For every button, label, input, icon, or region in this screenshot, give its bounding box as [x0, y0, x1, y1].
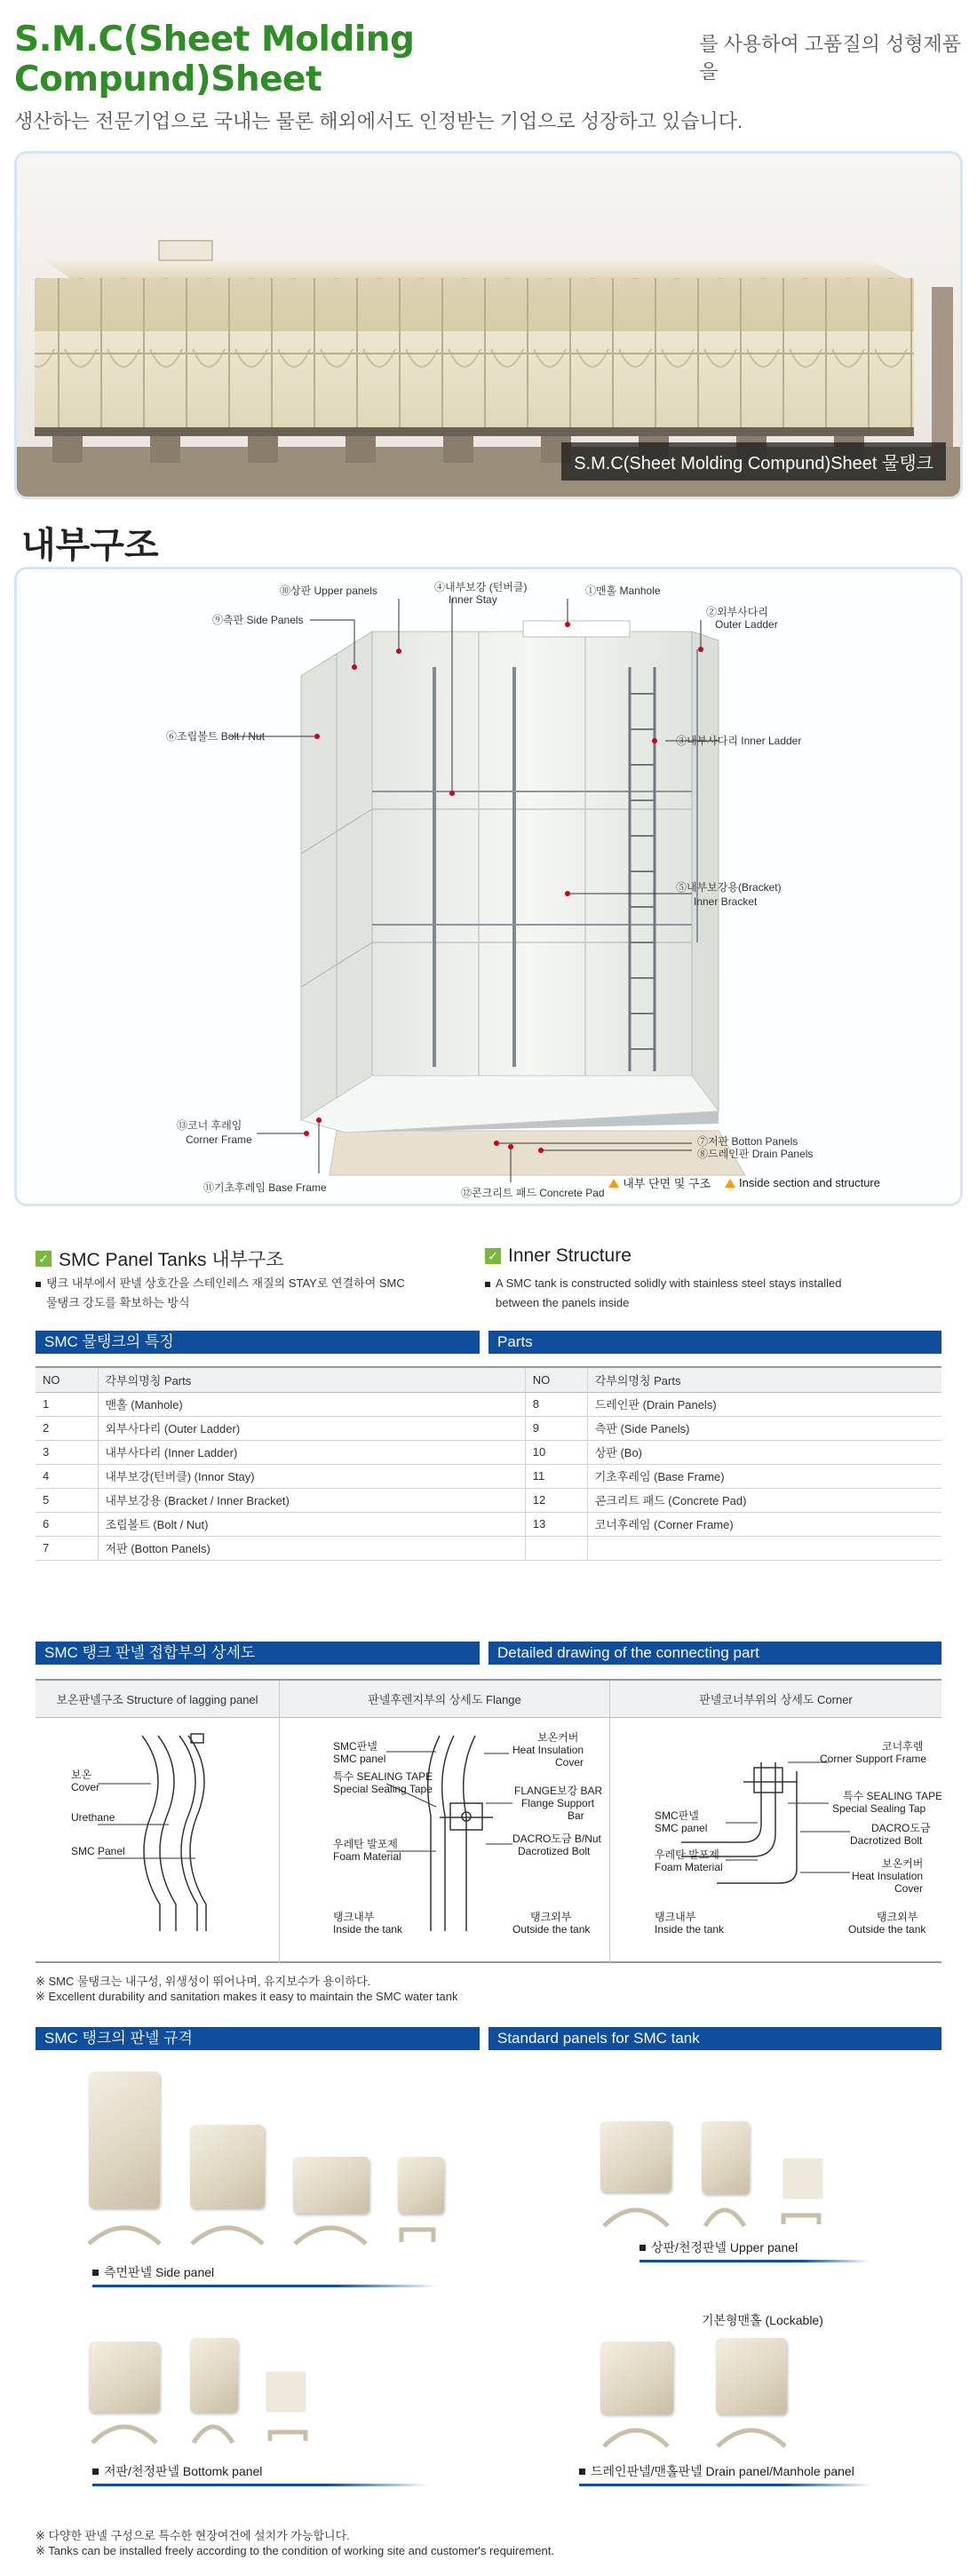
- lockable-label: 기본형맨홀 (Lockable): [702, 2313, 823, 2327]
- footer-note-en: ※ Tanks can be installed freely according to the condition of working site and customer's requirement.: [36, 2544, 554, 2557]
- structure-note-en: Inside section and structure: [739, 1176, 880, 1189]
- flange-bolt-ko: DACRO도금 B/Nut: [512, 1833, 601, 1845]
- bottom-panel-flat: [266, 2372, 306, 2411]
- corner-frame-ko: 코너후렘: [882, 1740, 924, 1753]
- label-drain-panels: ⑧드레인판 Drain Panels: [697, 1148, 814, 1160]
- side-panel-large: [89, 2071, 160, 2208]
- intro-heading-ko: ✓ SMC Panel Tanks 내부구조: [36, 1245, 284, 1272]
- check-icon: ✓: [36, 1251, 52, 1267]
- structure-note: [608, 1174, 880, 1191]
- triangle-icon: [725, 1179, 735, 1188]
- bottom-panel-pyramid: [89, 2341, 160, 2413]
- headline-line2: 생산하는 전문기업으로 국내는 물론 해외에서도 인정받는 기업으로 성장하고 있습니다.: [14, 110, 743, 132]
- intro-desc-en: A SMC tank is constructed solidly with stainless steel stays installed between the panels inside: [485, 1274, 841, 1313]
- side-panel-medium: [190, 2125, 265, 2208]
- tank-photo-caption: S.M.C(Sheet Molding Compund)Sheet 물탱크: [561, 442, 946, 481]
- corner-foam-ko: 우레탄 발포제: [655, 1849, 719, 1861]
- detail-col-flange: 판넬후렌지부의 상세도 Flange: [280, 1681, 610, 1717]
- corner-foam-en: Foam Material: [655, 1861, 723, 1873]
- detail-col-corner: 판넬코너부위의 상세도 Corner: [699, 1693, 853, 1706]
- parts-bar: Parts: [488, 1331, 941, 1354]
- side-panel-profiles: [85, 2217, 503, 2253]
- drain-panel-rule: [579, 2484, 872, 2486]
- corner-tape-en: Special Sealing Tap: [832, 1802, 926, 1815]
- label-concrete-pad: ⑫콘크리트 패드 Concrete Pad: [461, 1187, 605, 1199]
- flange-drawing: [280, 1718, 610, 1963]
- table-row: 1 맨홀 (Manhole) 8 드레인판 (Drain Panels): [36, 1392, 941, 1416]
- upper-panel-flat: [783, 2159, 822, 2198]
- bottom-panel-narrow: [190, 2338, 238, 2413]
- lag-cover-en: Cover: [71, 1781, 100, 1793]
- table-row: 3 내부사다리 (Inner Ladder) 10 상판 (Bo): [36, 1440, 941, 1464]
- flange-outside-ko: 탱크외부: [530, 1911, 572, 1923]
- detail-note-en: ※ Excellent durability and sanitation makes it easy to maintain the SMC water tank: [36, 1990, 458, 2003]
- flange-bar-en2: Bar: [568, 1809, 584, 1822]
- flange-bar-en1: Flange Support: [521, 1797, 595, 1809]
- upper-panel-rule: [639, 2260, 870, 2262]
- label-bolt-nut: ⑥조립볼트 Bolt / Nut: [166, 730, 266, 743]
- label-bracket-ko: ⑤내부보강용(Bracket): [676, 881, 782, 894]
- corner-tape-ko: 특수 SEALING TAPE: [843, 1790, 941, 1802]
- intro-desc-ko: 탱크 내부에서 판넬 상호간을 스테인레스 재질의 STAY로 연결하여 SMC 물탱크 강도를 확보하는 방식: [36, 1274, 405, 1313]
- lagging-drawing: [36, 1718, 280, 1963]
- label-manhole: ①맨홀 Manhole: [585, 584, 661, 597]
- upper-panel-label: 상판/천정판넬 Upper panel: [639, 2238, 798, 2256]
- label-upper-panels: ⑩상판 Upper panels: [280, 584, 377, 597]
- detail-bar-ko: SMC 탱크 판넬 접합부의 상세도: [36, 1642, 480, 1665]
- inner-structure-diagram: [14, 567, 963, 1206]
- label-side-panels: ⑨측판 Side Panels: [212, 614, 304, 626]
- triangle-icon: [608, 1179, 619, 1188]
- features-bar: SMC 물탱크의 특징: [36, 1331, 480, 1354]
- flange-foam-en: Foam Material: [333, 1850, 401, 1863]
- flange-heat-en2: Cover: [555, 1756, 584, 1769]
- structure-note-ko: 내부 단면 및 구조: [623, 1177, 711, 1190]
- intro-heading-en: ✓ Inner Structure: [485, 1245, 631, 1267]
- col-no: NO: [36, 1367, 98, 1392]
- upper-panel-pyramid: [600, 2121, 671, 2192]
- label-outer-ladder-ko: ②외부사다리: [706, 606, 768, 618]
- lag-urethane: Urethane: [71, 1811, 115, 1824]
- corner-heat-en2: Cover: [894, 1882, 924, 1895]
- corner-frame-en: Corner Support Frame: [820, 1753, 927, 1765]
- bullet-icon: [92, 2469, 99, 2475]
- label-inner-stay-ko: ④내부보강 (턴버클): [434, 581, 528, 593]
- lag-smc: SMC Panel: [71, 1845, 125, 1857]
- col-parts: 각부의명칭 Parts: [98, 1367, 525, 1392]
- side-panel-small: [398, 2157, 444, 2214]
- drain-panel-label: 드레인판넬/맨홀판넬 Drain panel/Manhole panel: [579, 2462, 854, 2480]
- corner-bolt-ko: DACRO도금: [871, 1822, 931, 1834]
- table-row: 2 외부사다리 (Outer Ladder) 9 측판 (Side Panels): [36, 1416, 941, 1440]
- upper-panel-profiles: [600, 2199, 849, 2235]
- corner-bolt-en: Dacrotized Bolt: [850, 1834, 923, 1847]
- flange-tape-ko: 특수 SEALING TAPE: [333, 1770, 433, 1783]
- flange-smc-en: SMC panel: [333, 1753, 386, 1765]
- flange-foam-ko: 우레탄 발포제: [333, 1838, 398, 1850]
- label-bottom-panels: ⑦저판 Botton Panels: [697, 1135, 798, 1148]
- detail-drawings: [36, 1679, 941, 1963]
- bullet-icon: [639, 2245, 646, 2251]
- flange-inside-ko: 탱크내부: [333, 1911, 375, 1923]
- corner-smc-ko: SMC판넬: [655, 1809, 699, 1822]
- label-corner-frame-en: Corner Frame: [186, 1133, 252, 1146]
- headline-title: S.M.C(Sheet Molding Compund)Sheet: [14, 20, 415, 99]
- label-inner-stay-en: Inner Stay: [449, 593, 497, 606]
- bottom-panel-label: 저판/천정판넬 Bottomk panel: [92, 2462, 262, 2480]
- label-inner-ladder: ③내부사다리 Inner Ladder: [676, 735, 802, 747]
- upper-panel-narrow: [702, 2121, 750, 2194]
- col-no: NO: [525, 1367, 587, 1392]
- manhole-panel: [716, 2338, 787, 2414]
- table-row: 4 내부보강(턴버클) (Innor Stay) 11 기초후레임 (Base Frame): [36, 1464, 941, 1488]
- lag-cover-ko: 보온: [71, 1769, 92, 1781]
- section-title: 내부구조: [21, 525, 159, 566]
- detail-col-lagging: 보온판넬구조 Structure of lagging panel: [36, 1681, 280, 1717]
- flange-bar-ko: FLANGE보강 BAR: [514, 1785, 603, 1797]
- side-panel-label: 측면판넬 Side panel: [92, 2263, 214, 2281]
- detail-note-ko: ※ SMC 물탱크는 내구성, 위생성이 뛰어나며, 유지보수가 용이하다.: [36, 1975, 371, 1988]
- corner-outside-ko: 탱크외부: [877, 1911, 918, 1923]
- detail-header-row: [36, 1681, 941, 1718]
- detail-bar-en: Detailed drawing of the connecting part: [488, 1642, 941, 1665]
- headline-rest: 를 사용하여 고품질의 성형제품을: [699, 33, 961, 83]
- col-parts: 각부의명칭 Parts: [587, 1367, 941, 1392]
- bullet-icon: [485, 1282, 490, 1287]
- bottom-panel-rule: [92, 2484, 430, 2486]
- flange-heat-en1: Heat Insulation: [512, 1744, 584, 1756]
- corner-drawing: [610, 1718, 941, 1963]
- flange-heat-ko: 보온커버: [537, 1731, 579, 1744]
- flange-inside-en: Inside the tank: [333, 1923, 403, 1936]
- tank-photo: [14, 151, 963, 499]
- side-panel-rule: [92, 2285, 439, 2287]
- flange-outside-en: Outside the tank: [512, 1923, 591, 1936]
- bullet-icon: [579, 2469, 585, 2475]
- side-panel-cross: [293, 2157, 369, 2214]
- tank-cutaway: [17, 569, 960, 1204]
- label-outer-ladder-en: Outer Ladder: [715, 618, 778, 631]
- table-row: 7 저판 (Botton Panels): [36, 1536, 941, 1560]
- footer-note-ko: ※ 다양한 판넬 구성으로 특수한 현장여건에 설치가 가능합니다.: [36, 2529, 350, 2542]
- corner-heat-ko: 보온커버: [882, 1857, 924, 1870]
- corner-outside-en: Outside the tank: [848, 1923, 926, 1936]
- corner-inside-en: Inside the tank: [655, 1923, 725, 1936]
- table-row: 5 내부보강용 (Bracket / Inner Bracket) 12 콘크리트 패드 (Concrete Pad): [36, 1488, 941, 1512]
- spec-bar-ko: SMC 탱크의 판넬 규격: [36, 2027, 480, 2050]
- label-base-frame: ⑪기초후레임 Base Frame: [203, 1181, 327, 1194]
- flange-tape-en: Special Sealing Tape: [333, 1783, 433, 1795]
- drain-panel-cross: [600, 2341, 673, 2414]
- corner-heat-en1: Heat Insulation: [852, 1870, 924, 1882]
- corner-smc-en: SMC panel: [655, 1822, 708, 1834]
- bullet-icon: [92, 2270, 99, 2276]
- label-corner-frame-ko: ⑬코너 후레임: [177, 1119, 242, 1132]
- corner-inside-ko: 탱크내부: [655, 1911, 696, 1923]
- flange-bolt-en: Dacrotized Bolt: [518, 1845, 591, 1857]
- check-icon: ✓: [485, 1248, 501, 1264]
- table-header-row: [36, 1367, 941, 1392]
- table-row: 6 조립볼트 (Bolt / Nut) 13 코너후레임 (Corner Frame): [36, 1512, 941, 1536]
- spec-bar-en: Standard panels for SMC tank: [488, 2027, 941, 2050]
- flange-smc-ko: SMC판넬: [333, 1740, 377, 1753]
- parts-table: [36, 1366, 941, 1561]
- bullet-icon: [36, 1282, 41, 1287]
- bottom-panel-profiles: [89, 2416, 338, 2452]
- drain-panel-profiles: [600, 2420, 867, 2455]
- label-bracket-en: Inner Bracket: [694, 895, 758, 908]
